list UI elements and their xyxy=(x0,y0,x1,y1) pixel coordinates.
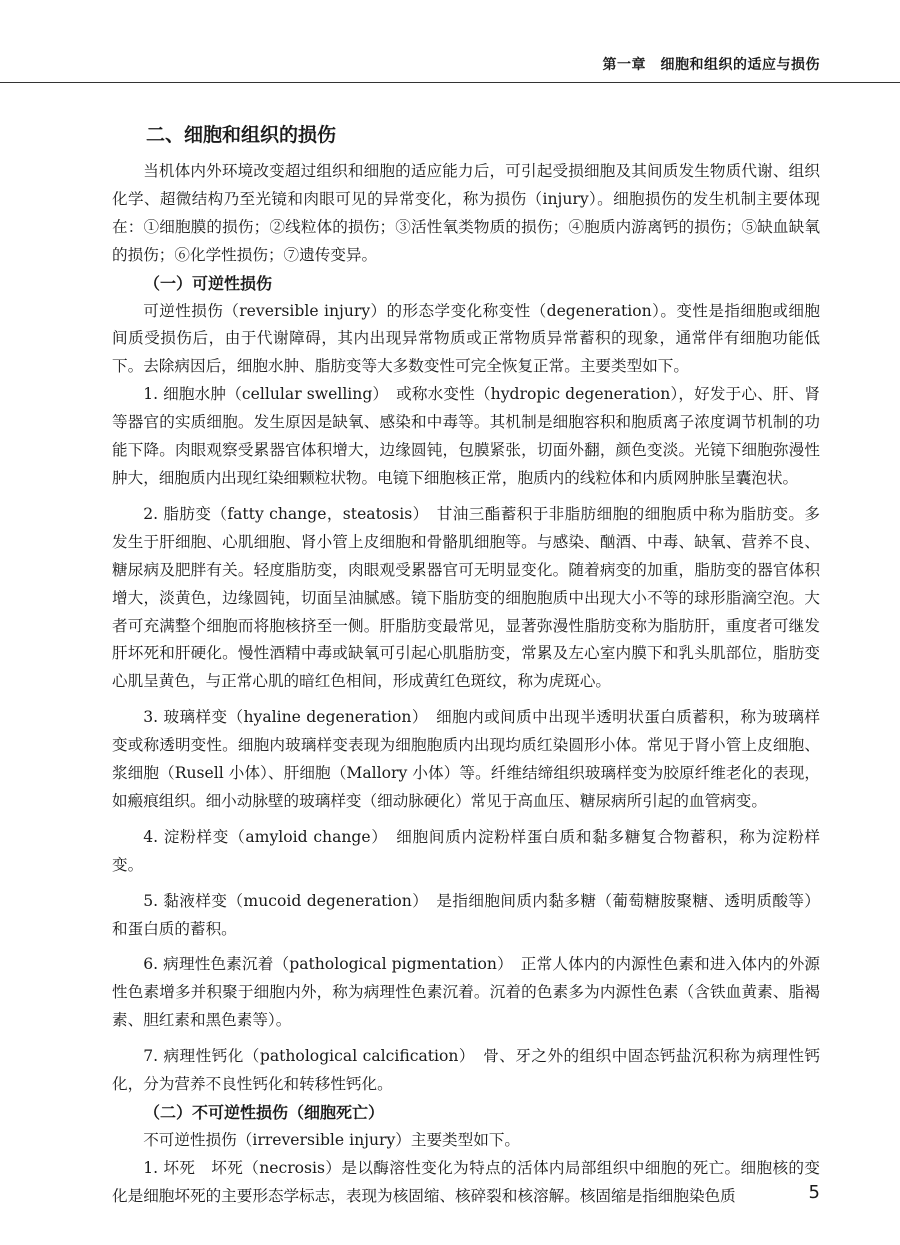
section-intro-paragraph: 当机体内外环境改变超过组织和细胞的适应能力后，可引起受损细胞及其间质发生物质代谢、组织化学、超微结构乃至光镜和肉眼可见的异常变化，称为损伤（injury）。细胞损伤的发生机制主要体现在：①细胞膜的损伤；②线粒体的损伤；③活性氧类物质的损伤；④胞质内游离钙的损伤；⑤缺血缺氧的损伤；⑥化学性损伤；⑦遗传变异。 xyxy=(112,162,820,264)
page-number: 5 xyxy=(808,1182,820,1203)
subsection-heading-irreversible: （二）不可逆性损伤（细胞死亡） xyxy=(144,1103,385,1122)
item-amyloid-change: 4. 淀粉样变（amyloid change） 细胞间质内淀粉样蛋白质和黏多糖复合物蓄积，称为淀粉样变。 xyxy=(112,827,820,874)
item-cellular-swelling: 1. 细胞水肿（cellular swelling） 或称水变性（hydropic degeneration），好发于心、肝、肾等器官的实质细胞。发生原因是缺氧、感染和中毒等。其机制是细胞容积和胞质离子浓度调节机制的功能下降。肉眼观察受累器官体积增大，边缘圆钝，包膜紧张，切面外翻，颜色变淡。光镜下细胞弥漫性肿大，细胞质内出现红染细颗粒状物。电镜下细胞核正常，胞质内的线粒体和内质网肿胀呈囊泡状。 xyxy=(112,385,820,487)
item-hyaline-degeneration: 3. 玻璃样变（hyaline degeneration） 细胞内或间质中出现半透明状蛋白质蓄积，称为玻璃样变或称透明变性。细胞内玻璃样变表现为细胞胞质内出现均质红染圆形小体。常见于肾小管上皮细胞、浆细胞（Rusell 小体）、肝细胞（Mallory 小体）等。纤维结缔组织玻璃样变为胶原纤维老化的表现，如瘢痕组织。细小动脉壁的玻璃样变（细动脉硬化）常见于高血压、糖尿病所引起的血管病变。 xyxy=(112,708,820,810)
item-necrosis: 1. 坏死 坏死（necrosis）是以酶溶性变化为特点的活体内局部组织中细胞的死亡。细胞核的变化是细胞坏死的主要形态学标志，表现为核固缩、核碎裂和核溶解。核固缩是指细胞染色质 xyxy=(112,1158,820,1205)
item-pathological-calcification: 7. 病理性钙化（pathological calcification） 骨、牙之外的组织中固态钙盐沉积称为病理性钙化，分为营养不良性钙化和转移性钙化。 xyxy=(112,1047,820,1094)
running-head: 第一章 细胞和组织的适应与损伤 xyxy=(602,57,820,73)
item-pathological-pigmentation: 6. 病理性色素沉着（pathological pigmentation） 正常人体内的内源性色素和进入体内的外源性色素增多并积聚于细胞内外，称为病理性色素沉着。沉着的色素多为内源性色素（含铁血黄素、脂褐素、胆红素和黑色素等）。 xyxy=(112,955,820,1030)
item-mucoid-degeneration: 5. 黏液样变（mucoid degeneration） 是指细胞间质内黏多糖（葡萄糖胺聚糖、透明质酸等）和蛋白质的蓄积。 xyxy=(112,891,820,938)
section-heading: 二、细胞和组织的损伤 xyxy=(146,124,337,146)
subsection-heading-reversible: （一）可逆性损伤 xyxy=(144,273,273,293)
page-content xyxy=(112,110,820,1211)
item-fatty-change: 2. 脂肪变（fatty change，steatosis） 甘油三酯蓄积于非脂肪细胞的细胞质中称为脂肪变。多发生于肝细胞、心肌细胞、肾小管上皮细胞和骨骼肌细胞等。与感染、酗酒、中毒、缺氧、营养不良、糖尿病及肥胖有关。轻度脂肪变，肉眼观受累器官可无明显变化。随着病变的加重，脂肪变的器官体积增大，淡黄色，边缘圆钝，切面呈油腻感。镜下脂肪变的细胞胞质中出现大小不等的球形脂滴空泡。大者可充满整个细胞而将胞核挤至一侧。肝脂肪变最常见，显著弥漫性脂肪变称为脂肪肝，重度者可继发肝坏死和肝硬化。慢性酒精中毒或缺氧可引起心肌脂肪变，常累及左心室内膜下和乳头肌部位，脂肪变心肌呈黄色，与正常心肌的暗红色相间，形成黄红色斑纹，称为虎斑心。 xyxy=(112,504,820,691)
irreversible-intro-paragraph: 不可逆性损伤（irreversible injury）主要类型如下。 xyxy=(143,1130,521,1149)
reversible-intro-paragraph: 可逆性损伤（reversible injury）的形态学变化称变性（degeneration）。变性是指细胞或细胞间质受损伤后，由于代谢障碍，其内出现异常物质或正常物质异常蓄积的现象，通常伴有细胞功能低下。去除病因后，细胞水肿、脂肪变等大多数变性可完全恢复正常。主要类型如下。 xyxy=(112,301,820,376)
header-rule xyxy=(0,82,900,83)
